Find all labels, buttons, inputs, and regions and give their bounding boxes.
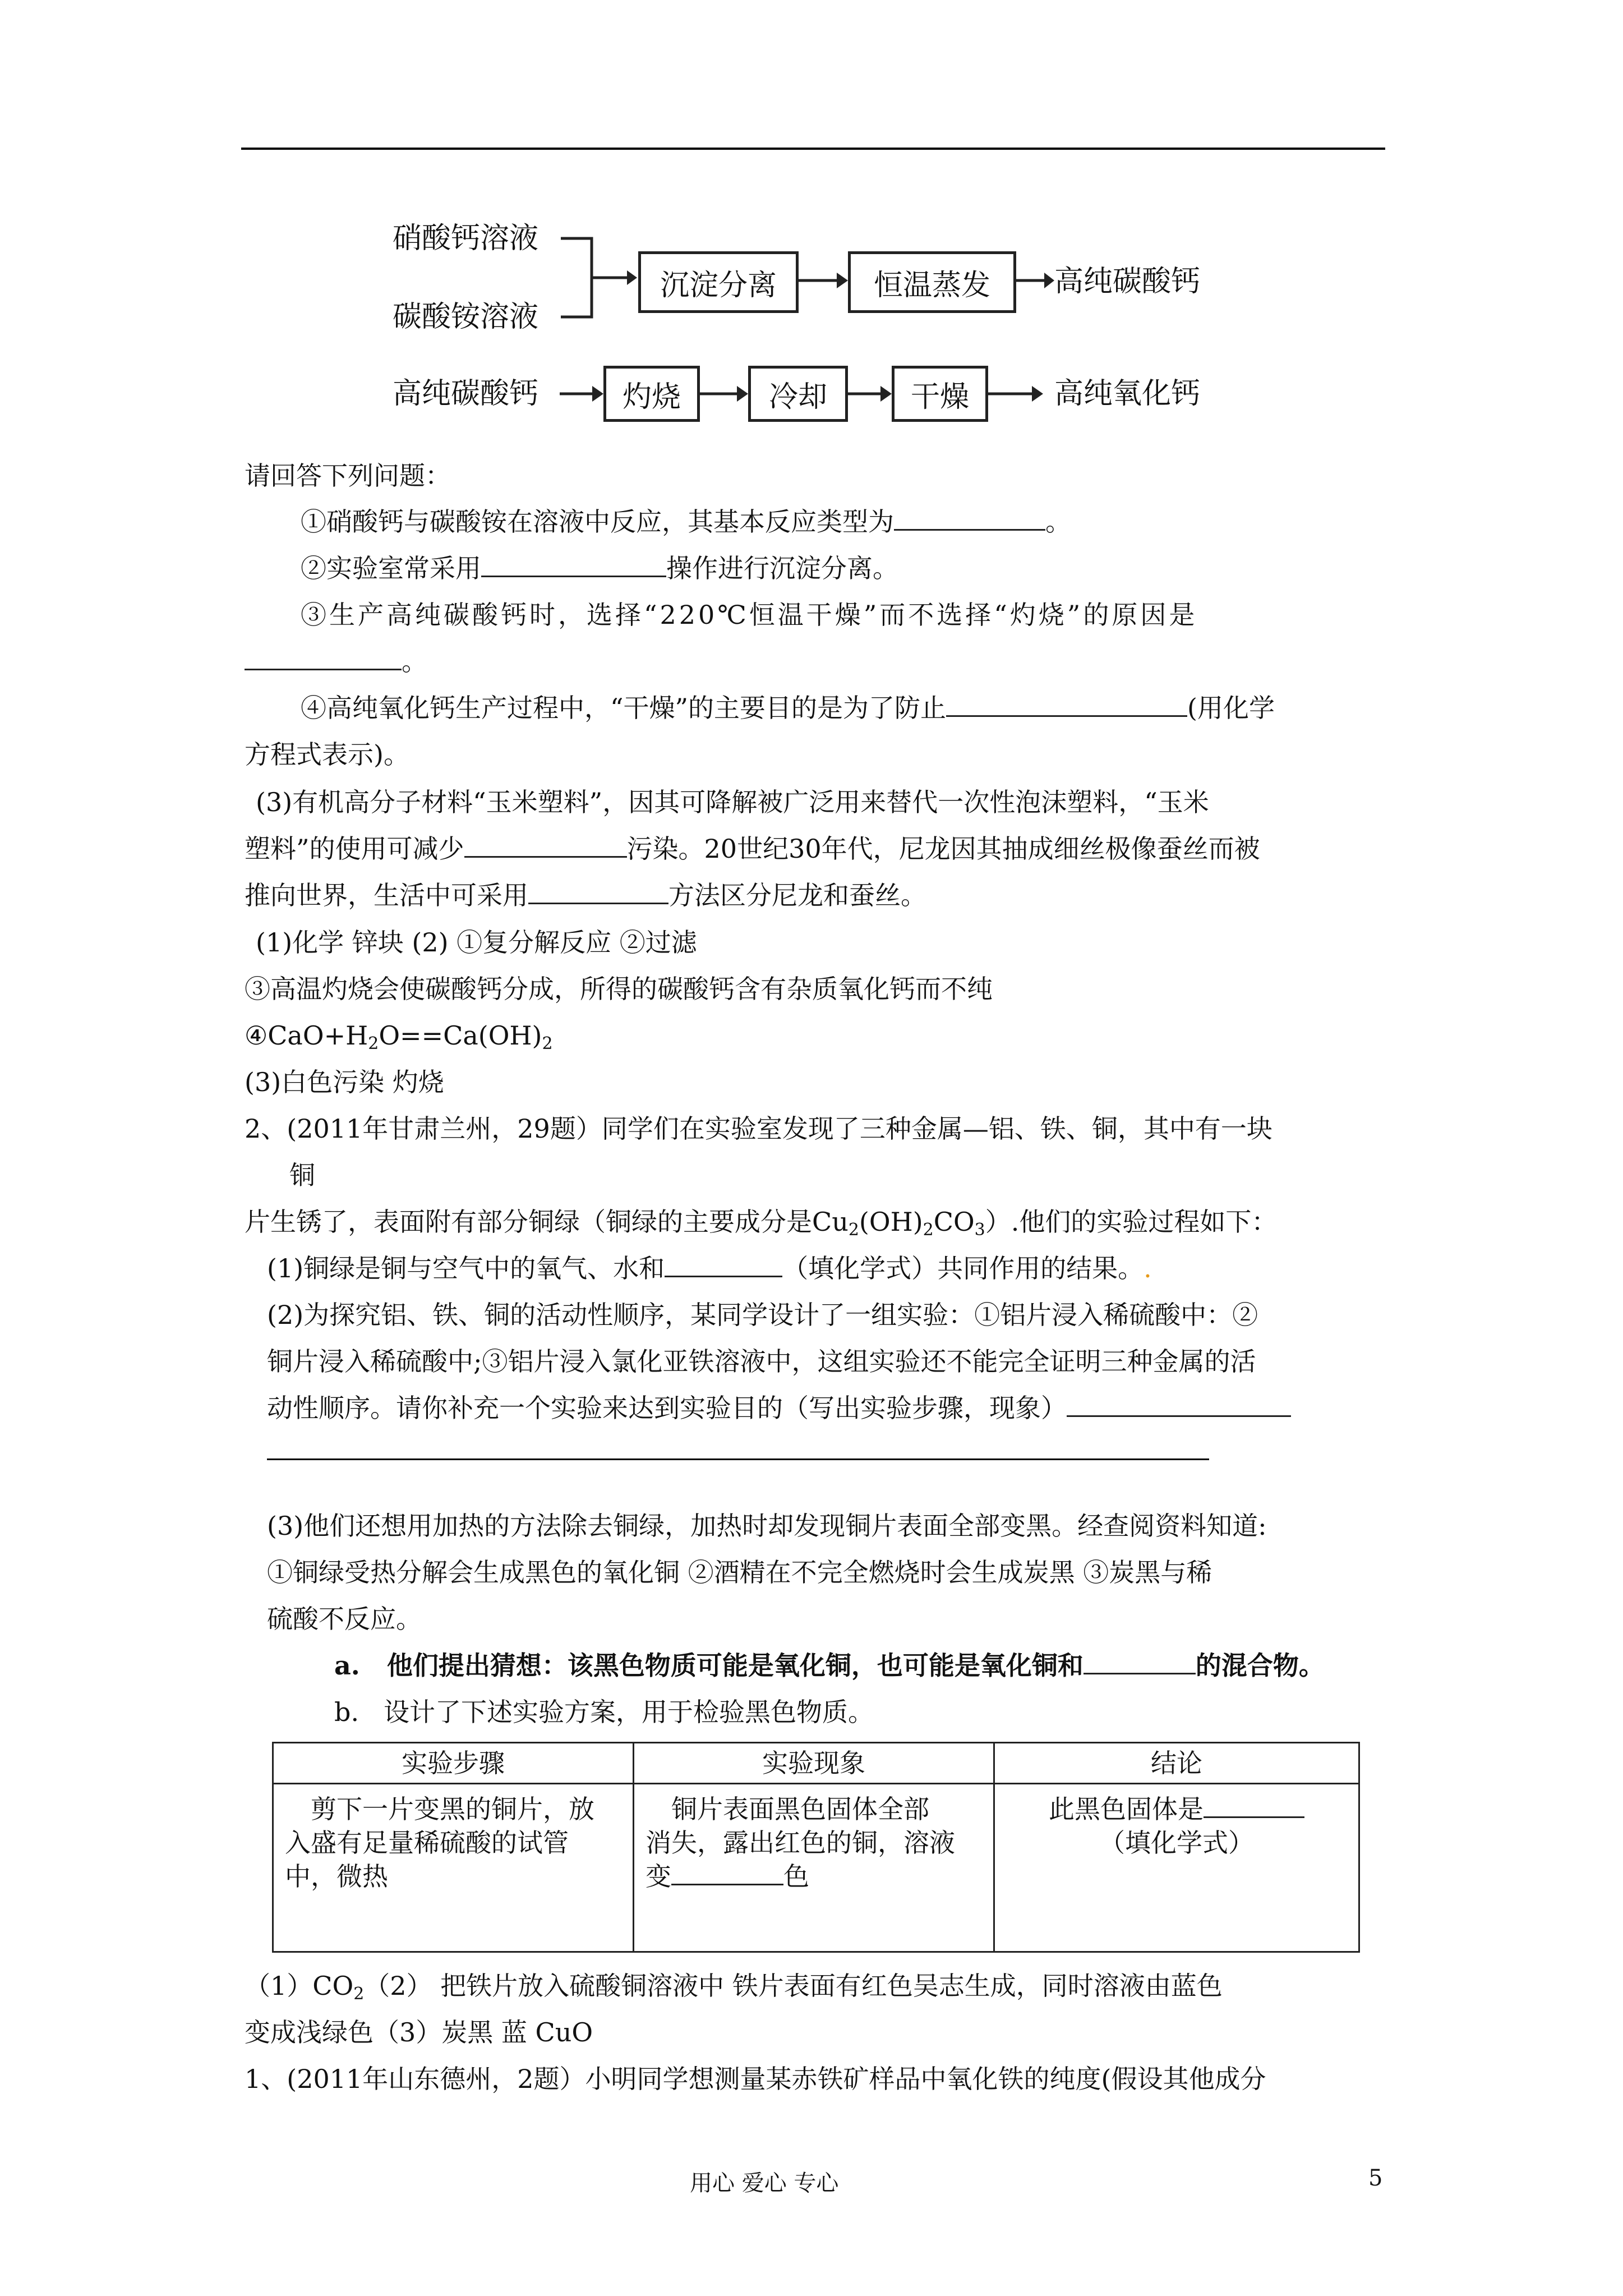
blank[interactable] xyxy=(245,646,402,670)
flow-arrow-3 xyxy=(560,383,605,405)
blank[interactable] xyxy=(894,507,1045,531)
footer-slogan: 用心 爱心 专心 xyxy=(690,2170,839,2196)
q2-pb: b. 设计了下述实验方案，用于检验黑色物质。 xyxy=(334,1697,874,1727)
q2-head3: 片生锈了，表面附有部分铜绿（铜绿的主要成分是$Cu_2(OH)_2CO_3$）.他们的实验过程如下： xyxy=(245,1207,1278,1240)
q2-p2-line1: (2)为探究铝、铁、铜的活动性顺序，某同学设计了一组实验：①铝片浸入稀硫酸中：② xyxy=(267,1300,1258,1330)
page-number: 5 xyxy=(1368,2165,1383,2191)
q2-p2-line2: 铜片浸入稀硫酸中;③铝片浸入氯化亚铁溶液中，这组实验还不能完全证明三种金属的活 xyxy=(267,1346,1256,1377)
q1-s3-cont: 。 xyxy=(245,645,427,678)
q2-pa: a. 他们提出猜想：该黑色物质可能是氧化铜，也可能是氧化铜和 的混合物。 xyxy=(334,1650,1325,1681)
q2-head2: 铜 xyxy=(289,1160,315,1190)
a1-line1: (1)化学 锌块 (2) ①复分解反应 ②过滤 xyxy=(256,927,697,958)
table-header-row xyxy=(273,1743,1359,1784)
blank[interactable] xyxy=(946,693,1187,717)
flow-arrow-6 xyxy=(988,383,1044,405)
a1-line4: (3)白色污染 灼烧 xyxy=(245,1067,444,1097)
q1-s1: ①硝酸钙与碳酸铵在溶液中反应，其基本反应类型为 。 xyxy=(301,507,1071,537)
q1-intro: 请回答下列问题： xyxy=(245,461,451,491)
flow-output2: 高纯氧化钙 xyxy=(1054,377,1201,411)
flow-box-dry: 干燥 xyxy=(892,366,988,422)
blank[interactable] xyxy=(1083,1650,1196,1674)
q2-p3-line3: 硫酸不反应。 xyxy=(267,1604,422,1634)
a2-line2: 变成浅绿色（3）炭黑 蓝 CuO xyxy=(245,2017,593,2047)
q3-line1: 1、(2011年山东德州，2题）小明同学想测量某赤铁矿样品中氧化铁的纯度(假设其他成分 xyxy=(245,2064,1266,2094)
flow-input2: 碳酸铵溶液 xyxy=(393,300,539,334)
q2-p3-line2: ①铜绿受热分解会生成黑色的氧化铜 ②酒精在不完全燃烧时会生成炭黑 ③炭黑与稀 xyxy=(267,1557,1212,1588)
q1-s4: ④高纯氧化钙生产过程中，“干燥”的主要目的是为了防止 (用化学 xyxy=(301,693,1275,723)
q2-p1: (1)铜绿是铜与空气中的氧气、水和 （填化学式）共同作用的结果。. xyxy=(267,1253,1152,1283)
table-header: 结论 xyxy=(994,1743,1359,1784)
flow-output1: 高纯碳酸钙 xyxy=(1054,265,1201,298)
flow-arrow-2 xyxy=(1016,269,1055,292)
flow-box-evaporation: 恒温蒸发 xyxy=(848,251,1016,313)
flow-start2: 高纯碳酸钙 xyxy=(393,377,539,411)
q1-p3-line1: (3)有机高分子材料“玉米塑料”，因其可降解被广泛用来替代一次性泡沫塑料，“玉米 xyxy=(256,787,1209,817)
answer-line xyxy=(267,1458,1209,1460)
flow-box-cool: 冷却 xyxy=(748,366,848,422)
a2-line1: $(1)CO_2(2)$ 把铁片放入硫酸铜溶液中 铁片表面有红色吴志生成，同时溶液由蓝色 xyxy=(245,1971,1223,2004)
table-cell: 铜片表面黑色固体全部 消失，露出红色的铜，溶液 变 色 xyxy=(634,1784,994,1952)
q2-p2-line3: 动性顺序。请你补充一个实验来达到实验目的（写出实验步骤，现象） xyxy=(267,1391,1291,1425)
flow-box-calcine: 灼烧 xyxy=(603,366,700,422)
table-header: 实验步骤 xyxy=(273,1743,634,1784)
q1-p3-line2: 塑料”的使用可减少 污染。20世纪30年代，尼龙因其抽成细丝极像蚕丝而被 xyxy=(245,834,1260,864)
blank[interactable] xyxy=(1204,1794,1304,1818)
experiment-table xyxy=(272,1742,1360,1953)
blank[interactable] xyxy=(671,1861,783,1885)
flow-arrow-1 xyxy=(799,269,849,292)
table-header: 实验现象 xyxy=(634,1743,994,1784)
blank[interactable] xyxy=(481,553,666,577)
header-rule xyxy=(241,148,1385,150)
flow-input1: 硝酸钙溶液 xyxy=(393,222,539,255)
table-row xyxy=(273,1784,1359,1952)
q1-p3-line3: 推向世界，生活中可采用 方法区分尼龙和蚕丝。 xyxy=(245,880,926,910)
q1-s4-cont: 方程式表示)。 xyxy=(245,739,409,770)
a1-line2: ③高温灼烧会使碳酸钙分成，所得的碳酸钙含有杂质氧化钙而不纯 xyxy=(245,974,993,1004)
table-cell: 此黑色固体是 （填化学式） xyxy=(994,1784,1359,1952)
flow-arrow-4 xyxy=(700,383,750,405)
flow-bracket-arrow xyxy=(561,230,639,337)
q1-s2: ②实验室常采用 操作进行沉淀分离。 xyxy=(301,553,898,583)
q1-s3: ③生产高纯碳酸钙时，选择“220℃恒温干燥”而不选择“灼烧”的原因是 xyxy=(301,600,1198,630)
blank[interactable] xyxy=(1067,1393,1291,1417)
blank[interactable] xyxy=(665,1253,782,1277)
orange-dot: . xyxy=(1144,1253,1152,1283)
table-cell: 剪下一片变黑的铜片，放 入盛有足量稀硫酸的试管 中，微热 xyxy=(273,1784,634,1952)
blank[interactable] xyxy=(528,880,668,904)
q2-head1: 2、(2011年甘肃兰州，29题）同学们在实验室发现了三种金属—铝、铁、铜，其中有一块 xyxy=(245,1114,1272,1144)
flow-arrow-5 xyxy=(848,383,893,405)
a1-line3: $④CaO+H_2O==Ca(OH)_2$ xyxy=(245,1020,553,1053)
flow-box-separation: 沉淀分离 xyxy=(638,251,799,313)
blank[interactable] xyxy=(464,834,627,858)
q2-p3-line1: (3)他们还想用加热的方法除去铜绿，加热时却发现铜片表面全部变黑。经查阅资料知道: xyxy=(267,1511,1267,1541)
